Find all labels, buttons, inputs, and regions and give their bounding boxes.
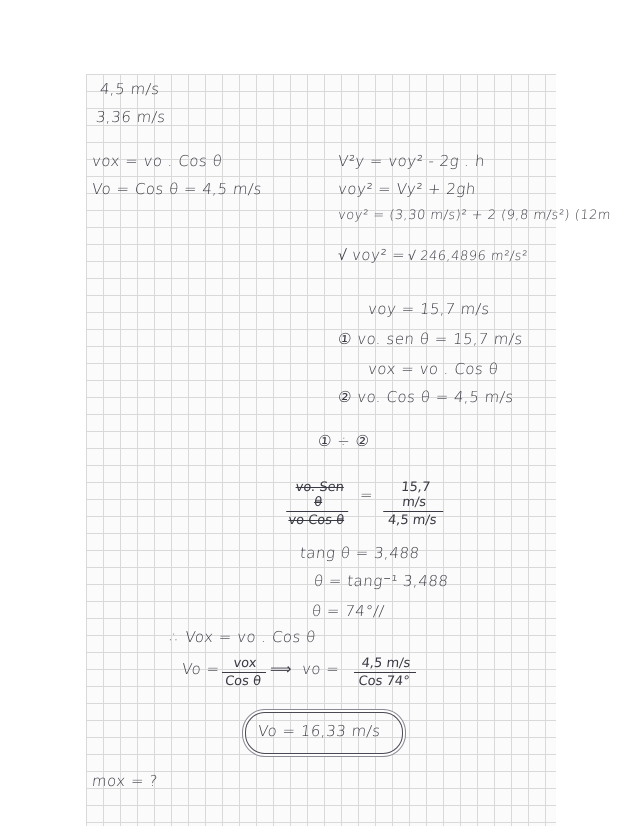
fraction-sin-numerator: vo. Sen θ <box>286 480 351 512</box>
line-vo-result: Vo = Cos θ = 4,5 m/s <box>91 180 263 198</box>
fraction-numeric-denominator: Cos 74° <box>357 674 411 689</box>
line-angle-result: θ = 74°// <box>311 602 386 620</box>
line-equation-2: ② vo. Cos θ = 4,5 m/s <box>337 388 515 406</box>
line-voy-result: voy = 15,7 m/s <box>367 300 491 318</box>
line-divide-equations: ① ÷ ② <box>317 432 371 450</box>
line-voy-substitution: voy² = (3,30 m/s)² + 2 (9,8 m/s²) (12m <box>337 208 612 223</box>
fraction-values-numerator: 15,7 m/s <box>383 480 446 512</box>
line-vy-equation: V²y = voy² - 2g . h <box>337 152 486 170</box>
line-vox-again: vox = vo . Cos θ <box>367 360 500 378</box>
line-equation-1: ① vo. sen θ = 15,7 m/s <box>337 330 524 348</box>
line-tangent: tang θ = 3,488 <box>299 544 421 562</box>
line-voy-equation: voy² = Vy² + 2gh <box>337 180 477 198</box>
line-therefore-vox: ∴ Vox = vo . Cos θ <box>169 628 317 646</box>
fraction-cos-den: Cos θ <box>224 674 262 689</box>
line-root-rhs: √ 246,4896 m²/s² <box>407 249 529 264</box>
line-vo-lhs: Vo = <box>181 660 221 678</box>
line-root-lhs: √ voy² = <box>337 246 407 264</box>
fraction-cos-denominator: vo Cos θ <box>287 513 345 528</box>
line-vox-formula: vox = vo . Cos θ <box>91 152 224 170</box>
line-velocity-1: 4,5 m/s <box>99 80 161 98</box>
final-result: Vo = 16,33 m/s <box>257 722 382 740</box>
fraction-values-denominator: 4,5 m/s <box>387 513 438 528</box>
line-arctangent: θ = tang⁻¹ 3,488 <box>313 572 450 590</box>
fraction-sin-cos <box>284 480 351 528</box>
line-question: mox = ? <box>91 772 159 790</box>
fraction-numeric <box>352 656 417 689</box>
implies-arrow: ⟹ <box>269 660 293 678</box>
line-velocity-2: 3,36 m/s <box>95 108 167 126</box>
line-vo-rhs: vo = <box>301 660 341 678</box>
equals-sign: = <box>359 486 375 504</box>
fraction-values <box>381 480 446 528</box>
fraction-vox-numerator: vox <box>222 656 268 673</box>
fraction-numeric-numerator: 4,5 m/s <box>354 656 418 673</box>
fraction-vox-cos <box>220 656 267 689</box>
